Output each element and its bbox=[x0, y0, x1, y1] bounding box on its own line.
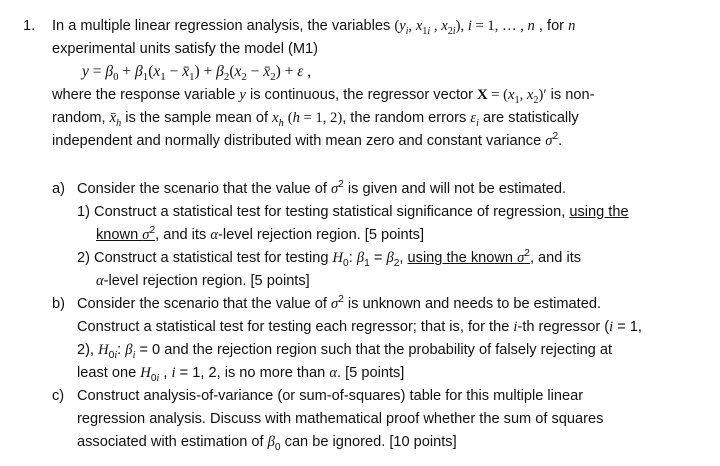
part-b-line-1: Consider the scenario that the value of $\sigma^2$ is unknown and needs to be estimated. bbox=[77, 294, 602, 312]
intro-line-indep: independent and normally distributed with mean zero and constant variance $\sigma^2$. bbox=[52, 131, 563, 149]
part-a-text-1: Consider the scenario that the value of bbox=[77, 181, 331, 197]
part-c-line-2: regression analysis. Discuss with mathematical proof whether the sum of squares bbox=[77, 411, 604, 427]
part-c-line-3: associated with estimation of $\beta_0$ can be ignored. [10 points] bbox=[77, 434, 457, 453]
where-text-3: is non- bbox=[550, 87, 595, 103]
where-text-2: is continuous, the regressor vector bbox=[249, 87, 478, 103]
part-b-label: b) bbox=[52, 296, 65, 312]
part-a-text: Consider the scenario that the value of $\sigma^2$ is given and will not be estimated. bbox=[77, 179, 567, 197]
intro-text-3: experimental units satisfy the model (M1) bbox=[52, 41, 319, 57]
intro-line-1: In a multiple linear regression analysis, the variables ($y_i$, $x_{1i}$ , $x_{2i}$), i = 1, … , n , for n bbox=[52, 18, 576, 37]
part-a-text-2: is given and will not be estimated. bbox=[343, 181, 567, 197]
random-text-2: is the sample mean of bbox=[125, 110, 273, 126]
part-a1-line-2: known $\sigma^2$, and its α-level rejection region. [5 points] bbox=[96, 225, 425, 243]
part-b-text-10: . [5 points] bbox=[337, 365, 405, 381]
part-a1-line-1 bbox=[77, 203, 629, 221]
part-a2-text-1: 2) Construct a statistical test for testing bbox=[77, 250, 333, 266]
part-b-text-1: Consider the scenario that the value of bbox=[77, 296, 331, 312]
variables-tuple: ($y_i$, $x_{1i}$ , $x_{2i}$), i = 1, … , n bbox=[394, 18, 535, 37]
intro-line-2 bbox=[52, 40, 318, 58]
part-a1-text-3: -level rejection region. [5 points] bbox=[217, 227, 425, 243]
part-b-text-8: least one bbox=[77, 365, 141, 381]
part-a2-line-2: α-level rejection region. [5 points] bbox=[96, 273, 310, 289]
part-b-text-4: -th regressor ( bbox=[517, 319, 610, 335]
part-b-text-6: 2), bbox=[77, 342, 99, 358]
part-a-label: a) bbox=[52, 181, 65, 197]
n-symbol: n bbox=[568, 18, 576, 34]
part-c-text-2: can be ignored. [10 points] bbox=[280, 434, 457, 450]
part-a2-text-2: , and its bbox=[529, 250, 582, 266]
part-b-text-5: = 1, bbox=[613, 319, 642, 335]
part-b-text-9: is no more than bbox=[220, 365, 330, 381]
random-text-1: random, bbox=[52, 110, 110, 126]
part-c-text-1: associated with estimation of bbox=[77, 434, 268, 450]
intro-line-where: where the response variable y is continuous, the regressor vector $X = (x_1$, $x_2)'$ is non- bbox=[52, 87, 595, 106]
where-text-1: where the response variable bbox=[52, 87, 240, 103]
part-c-line-1: Construct analysis-of-variance (or sum-of-squares) table for this multiple linear bbox=[77, 388, 584, 404]
random-text-4: are statistically bbox=[483, 110, 579, 126]
intro-text-2: for bbox=[547, 18, 569, 34]
part-a1-text-1: 1) Construct a statistical test for testing statistical significance of regression, bbox=[77, 204, 570, 220]
indep-text: independent and normally distributed with mean zero and constant variance bbox=[52, 133, 546, 149]
model-equation: $y = \beta_0 + \beta_1(x_1$ − $x̄_1) + \beta_2(x_2$ − $x̄_2) + \varepsilon$ , bbox=[82, 63, 312, 84]
part-a1-underlined-2: known bbox=[96, 227, 143, 243]
part-b-line-2: Construct a statistical test for testing each regressor; that is, for the i-th regressor (i = 1, bbox=[77, 319, 642, 335]
part-c-label: c) bbox=[52, 388, 65, 404]
part-b-line-4: least one $H_{0i}$ , i = 1, 2, is no more than α. [5 points] bbox=[77, 365, 405, 384]
part-b-text-7: and the rejection region such that the probability of falsely rejecting at bbox=[160, 342, 613, 358]
part-a1-text-2: , and its bbox=[155, 227, 211, 243]
part-b-text-3: Construct a statistical test for testing each regressor; that is, for the bbox=[77, 319, 514, 335]
part-a2-line-1: 2) Construct a statistical test for testing $H_0$: $\beta_1 = \beta_2$, using the known $\sigma^2$, and its bbox=[77, 248, 582, 269]
intro-text-1: In a multiple linear regression analysis, the variables bbox=[52, 18, 395, 34]
part-a2-text-3: -level rejection region. [5 points] bbox=[103, 273, 310, 289]
question-number: 1. bbox=[23, 18, 36, 34]
part-a2-underlined: using the known bbox=[407, 250, 518, 266]
part-b-line-3: 2), $H_{0i}$: $\beta_i = 0$ and the rejection region such that the probability of falsely rejecting at bbox=[77, 342, 613, 361]
part-a1-underlined-1: using the bbox=[569, 204, 629, 220]
intro-line-random: random, $x̄_h$ is the sample mean of $x_h$ (h = 1, 2), the random errors $\varepsilon_i$ are statistically bbox=[52, 110, 579, 129]
random-text-3: , the random errors bbox=[342, 110, 471, 126]
part-b-text-2: is unknown and needs to be estimated. bbox=[343, 296, 602, 312]
